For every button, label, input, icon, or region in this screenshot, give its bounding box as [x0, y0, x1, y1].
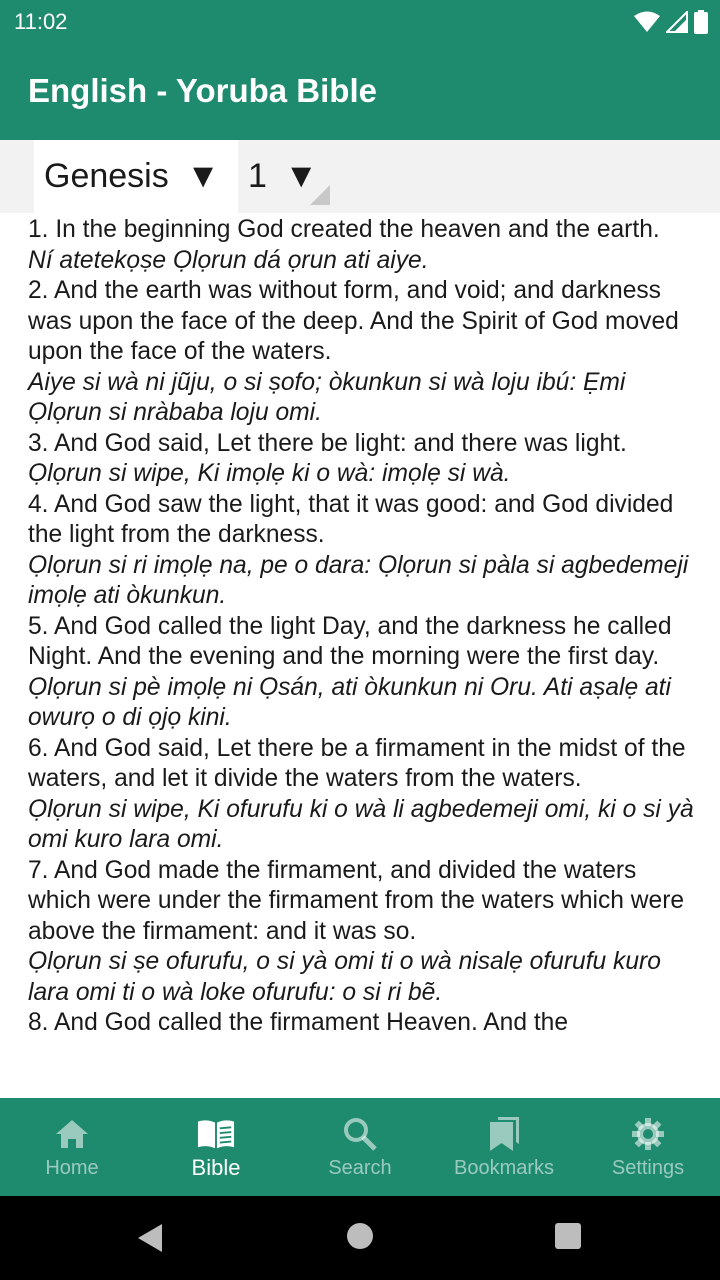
nav-settings[interactable]: [576, 1098, 720, 1196]
recents-icon[interactable]: [554, 1222, 582, 1250]
verse-list: [0, 213, 720, 1039]
nav-search[interactable]: [288, 1098, 432, 1196]
book-dropdown-value: Genesis: [44, 157, 169, 195]
verse-english[interactable]: 7. And God made the firmament, and divided the waters which were under the firmament from the waters which were above the firmament: and it was so.: [28, 856, 685, 945]
verse-yoruba[interactable]: Aiye si wà ni jũju, o si ṣofo; òkunkun si wà loju ibú: Ẹmi Ọlọrun si nràbaba loju omi.: [28, 368, 626, 426]
book-icon: [197, 1115, 235, 1153]
nav-bible-label: Bible: [191, 1155, 241, 1180]
chapter-content[interactable]: [0, 213, 720, 1098]
app-bar: [0, 44, 720, 140]
battery-icon: [694, 10, 708, 34]
nav-home-label: Home: [45, 1157, 99, 1179]
verse-english[interactable]: 6. And God said, Let there be a firmament in the midst of the waters, and let it divide the waters from the waters.: [28, 734, 686, 792]
home-icon: [53, 1115, 91, 1153]
signal-icon: [666, 11, 688, 33]
verse-english[interactable]: 4. And God saw the light, that it was good: and God divided the light from the darkness.: [28, 490, 674, 548]
chapter-dropdown[interactable]: [238, 140, 332, 213]
verse-yoruba[interactable]: Ọlọrun si pè imọlẹ ni Ọsán, ati òkunkun ni Oru. Ati aṣalẹ ati owurọ o di ọjọ kini.: [28, 673, 671, 731]
chapter-dropdown-value: 1: [248, 157, 267, 195]
nav-home[interactable]: [0, 1098, 144, 1196]
nav-settings-label: Settings: [611, 1157, 685, 1179]
verse-yoruba[interactable]: Ọlọrun si ri imọlẹ na, pe o dara: Ọlọrun si pàla si agbedemeji imọlẹ ati òkunkun.: [28, 551, 689, 609]
status-icons: [634, 10, 708, 34]
nav-bible[interactable]: [144, 1098, 288, 1196]
status-bar: [0, 0, 720, 44]
home-circle-icon[interactable]: [346, 1222, 374, 1250]
nav-bookmarks[interactable]: [432, 1098, 576, 1196]
verse-english[interactable]: 3. And God said, Let there be light: and there was light.: [28, 429, 627, 457]
verse-yoruba[interactable]: Ọlọrun si wipe, Ki ofurufu ki o wà li agbedemeji omi, ki o si yà omi kuro lara omi.: [28, 795, 694, 853]
verse-english[interactable]: 8. And God called the firmament Heaven. And the: [28, 1009, 569, 1036]
chevron-down-icon: ▼: [186, 157, 220, 195]
search-icon: [341, 1115, 379, 1153]
verse-english[interactable]: 1. In the beginning God created the heaven and the earth.: [28, 216, 660, 243]
nav-bookmarks-label: Bookmarks: [453, 1157, 555, 1179]
verse-english[interactable]: 2. And the earth was without form, and void; and darkness was upon the face of the deep. And the Spirit of God moved upon the face of the waters.: [28, 277, 679, 365]
book-dropdown[interactable]: [34, 140, 238, 213]
back-icon[interactable]: [136, 1222, 164, 1254]
dropdown-corner-indicator: [310, 185, 330, 205]
app-title: English - Yoruba Bible: [28, 72, 377, 109]
system-navigation-bar: [0, 1196, 720, 1280]
book-chapter-selector: [0, 140, 720, 213]
bottom-navigation: [0, 1098, 720, 1196]
verse-yoruba[interactable]: Ọlọrun si ṣe ofurufu, o si yà omi ti o wà nisalẹ ofurufu kuro lara omi ti o wà loke ofurufu: o si ri bẽ.: [28, 948, 661, 1006]
nav-search-label: Search: [328, 1157, 392, 1179]
verse-yoruba[interactable]: Ọlọrun si wipe, Ki imọlẹ ki o wà: imọlẹ si wà.: [28, 460, 511, 487]
gear-icon: [629, 1115, 667, 1153]
status-time: 11:02: [14, 9, 68, 34]
verse-english[interactable]: 5. And God called the light Day, and the darkness he called Night. And the evening and the morning were the first day.: [28, 612, 672, 670]
bookmarks-icon: [485, 1115, 523, 1153]
wifi-icon: [634, 11, 660, 33]
chevron-down-icon: ▼: [284, 157, 319, 195]
verse-yoruba[interactable]: Ní atetekọṣe Ọlọrun dá ọrun ati aiye.: [28, 246, 429, 274]
